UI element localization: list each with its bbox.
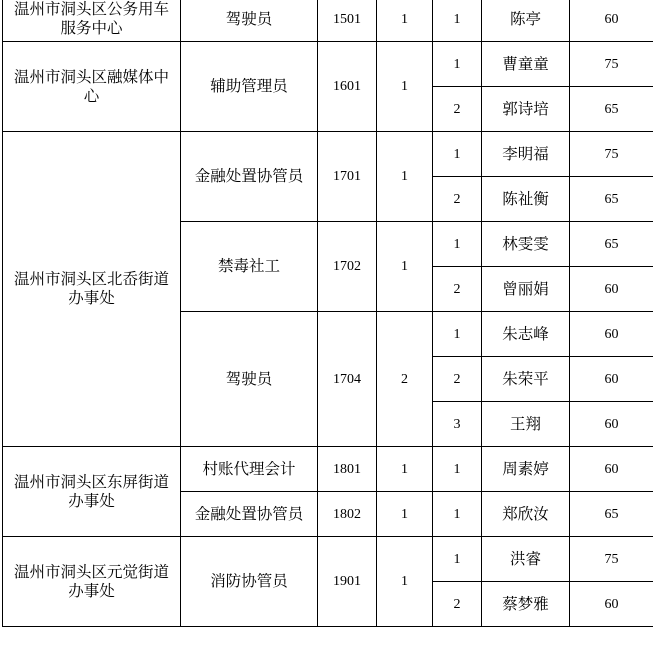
table-row bbox=[3, 0, 653, 42]
post-cell: 辅助管理员 bbox=[181, 42, 318, 132]
score-cell: 75 bbox=[570, 132, 653, 177]
name-cell: 洪睿 bbox=[482, 537, 570, 582]
name-cell: 林雯雯 bbox=[482, 222, 570, 267]
post-cell: 金融处置协管员 bbox=[181, 492, 318, 537]
rank-cell: 2 bbox=[433, 582, 482, 627]
table-row bbox=[3, 132, 653, 177]
post-code-cell: 1801 bbox=[318, 447, 377, 492]
post-cell: 驾驶员 bbox=[181, 0, 318, 42]
score-cell: 65 bbox=[570, 222, 653, 267]
score-cell: 60 bbox=[570, 582, 653, 627]
score-cell: 60 bbox=[570, 312, 653, 357]
unit-cell: 温州市洞头区东屏街道办事处 bbox=[3, 447, 181, 537]
name-cell: 陈祉衡 bbox=[482, 177, 570, 222]
quota-cell: 1 bbox=[377, 42, 433, 132]
rank-cell: 1 bbox=[433, 447, 482, 492]
post-code-cell: 1501 bbox=[318, 0, 377, 42]
table-row bbox=[3, 42, 653, 87]
post-code-cell: 1701 bbox=[318, 132, 377, 222]
name-cell: 朱志峰 bbox=[482, 312, 570, 357]
score-cell: 60 bbox=[570, 402, 653, 447]
name-cell: 陈亭 bbox=[482, 0, 570, 42]
post-code-cell: 1601 bbox=[318, 42, 377, 132]
score-cell: 60 bbox=[570, 357, 653, 402]
rank-cell: 1 bbox=[433, 222, 482, 267]
rank-cell: 2 bbox=[433, 357, 482, 402]
rank-cell: 3 bbox=[433, 402, 482, 447]
table-row bbox=[3, 447, 653, 492]
quota-cell: 1 bbox=[377, 0, 433, 42]
name-cell: 郭诗培 bbox=[482, 87, 570, 132]
post-cell: 禁毒社工 bbox=[181, 222, 318, 312]
unit-cell: 温州市洞头区元觉街道办事处 bbox=[3, 537, 181, 627]
rank-cell: 1 bbox=[433, 0, 482, 42]
score-cell: 65 bbox=[570, 492, 653, 537]
name-cell: 李明福 bbox=[482, 132, 570, 177]
rank-cell: 2 bbox=[433, 267, 482, 312]
rank-cell: 2 bbox=[433, 177, 482, 222]
quota-cell: 1 bbox=[377, 132, 433, 222]
post-code-cell: 1901 bbox=[318, 537, 377, 627]
score-cell: 60 bbox=[570, 0, 653, 42]
rank-cell: 1 bbox=[433, 312, 482, 357]
rank-cell: 1 bbox=[433, 537, 482, 582]
name-cell: 郑欣汝 bbox=[482, 492, 570, 537]
rank-cell: 1 bbox=[433, 42, 482, 87]
post-cell: 村账代理会计 bbox=[181, 447, 318, 492]
name-cell: 周素婷 bbox=[482, 447, 570, 492]
rank-cell: 1 bbox=[433, 132, 482, 177]
name-cell: 王翔 bbox=[482, 402, 570, 447]
unit-cell: 温州市洞头区融媒体中心 bbox=[3, 42, 181, 132]
name-cell: 蔡梦雅 bbox=[482, 582, 570, 627]
score-cell: 60 bbox=[570, 447, 653, 492]
rank-cell: 1 bbox=[433, 492, 482, 537]
name-cell: 曾丽娟 bbox=[482, 267, 570, 312]
quota-cell: 1 bbox=[377, 537, 433, 627]
quota-cell: 1 bbox=[377, 492, 433, 537]
table-row bbox=[3, 537, 653, 582]
post-cell: 消防协管员 bbox=[181, 537, 318, 627]
quota-cell: 2 bbox=[377, 312, 433, 447]
unit-cell: 温州市洞头区公务用车服务中心 bbox=[3, 0, 181, 42]
post-code-cell: 1704 bbox=[318, 312, 377, 447]
post-code-cell: 1702 bbox=[318, 222, 377, 312]
name-cell: 朱荣平 bbox=[482, 357, 570, 402]
quota-cell: 1 bbox=[377, 222, 433, 312]
unit-cell: 温州市洞头区北岙街道办事处 bbox=[3, 132, 181, 447]
score-cell: 75 bbox=[570, 42, 653, 87]
post-code-cell: 1802 bbox=[318, 492, 377, 537]
rank-cell: 2 bbox=[433, 87, 482, 132]
results-table bbox=[2, 0, 653, 627]
post-cell: 金融处置协管员 bbox=[181, 132, 318, 222]
score-cell: 75 bbox=[570, 537, 653, 582]
score-cell: 65 bbox=[570, 177, 653, 222]
quota-cell: 1 bbox=[377, 447, 433, 492]
score-cell: 65 bbox=[570, 87, 653, 132]
name-cell: 曹童童 bbox=[482, 42, 570, 87]
score-cell: 60 bbox=[570, 267, 653, 312]
post-cell: 驾驶员 bbox=[181, 312, 318, 447]
